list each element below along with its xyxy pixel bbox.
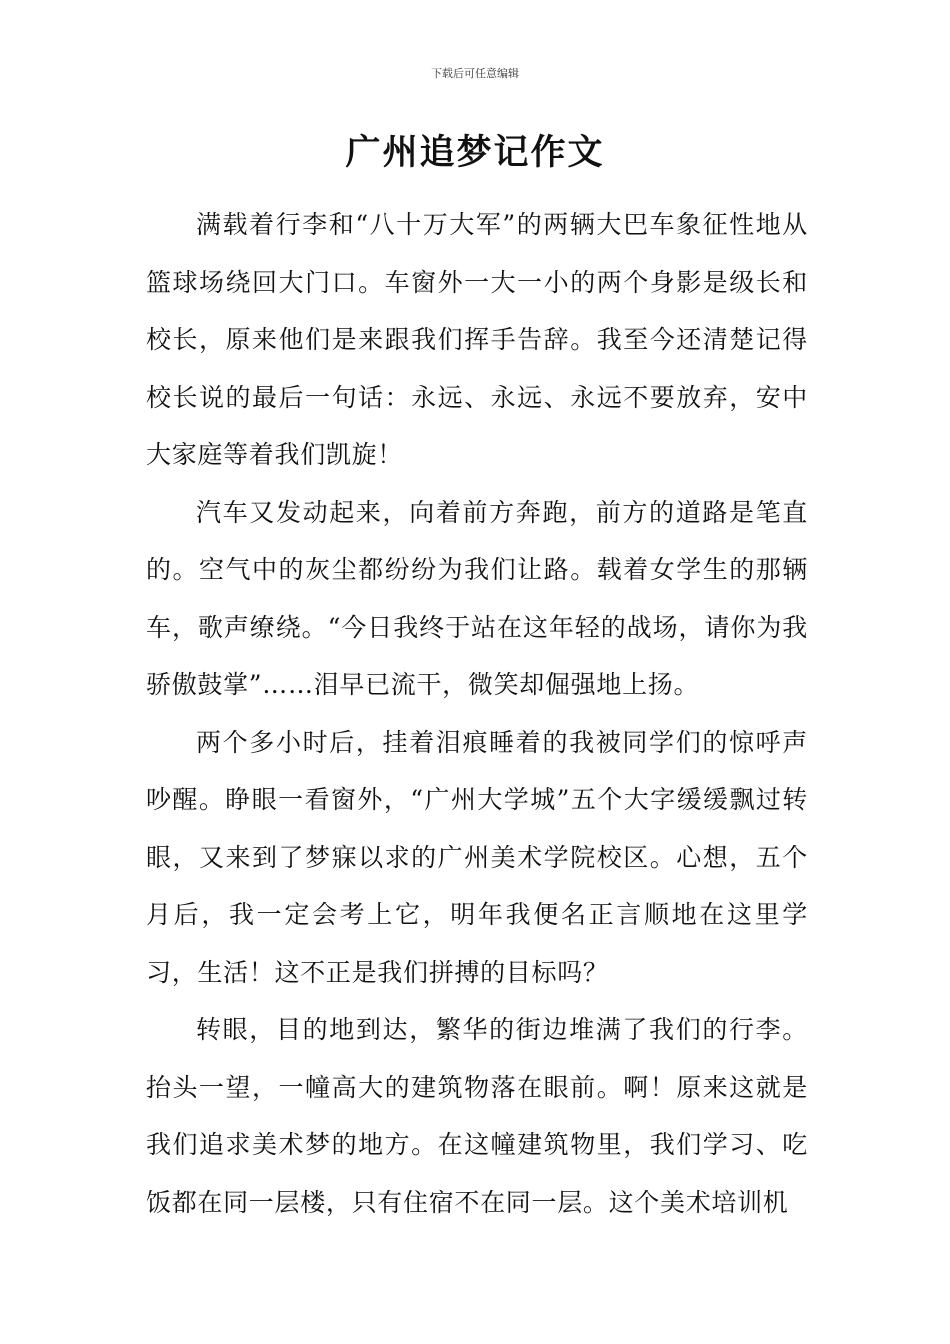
document-title: 广州追梦记作文 (345, 133, 605, 173)
paragraph-3: 两个多小时后，挂着泪痕睡着的我被同学们的惊呼声吵醒。睁眼一看窗外，“广州大学城”五个大字缓缓飘过转眼，又来到了梦寐以求的广州美术学院校区。心想，五个月后，我一定会考上它，明年我便名正言顺地在这里学习，生活！这不正是我们拼搏的目标吗？ (146, 727, 808, 987)
paragraph-4: 转眼，目的地到达，繁华的街边堆满了我们的行李。抬头一望，一幢高大的建筑物落在眼前。啊！原来这就是我们追求美术梦的地方。在这幢建筑物里，我们学习、吃饭都在同一层楼，只有住宿不在同一层。这个美术培训机 (146, 1015, 808, 1217)
paragraph-1: 满载着行李和“八十万大军”的两辆大巴车象征性地从篮球场绕回大门口。车窗外一大一小的两个身影是级长和校长，原来他们是来跟我们挥手告辞。我至今还清楚记得校长说的最后一句话：永远、永远、永远不要放弃，安中大家庭等着我们凯旋！ (146, 210, 808, 469)
paragraph-2: 汽车又发动起来，向着前方奔跑，前方的道路是笔直的。空气中的灰尘都纷纷为我们让路。载着女学生的那辆车，歌声缭绕。“今日我终于站在这年轻的战场，请你为我骄傲鼓掌”……泪早已流干，微笑却倔强地上扬。 (146, 497, 808, 699)
header-note: 下载后可任意编辑 (431, 67, 519, 80)
document-body (146, 196, 808, 1231)
